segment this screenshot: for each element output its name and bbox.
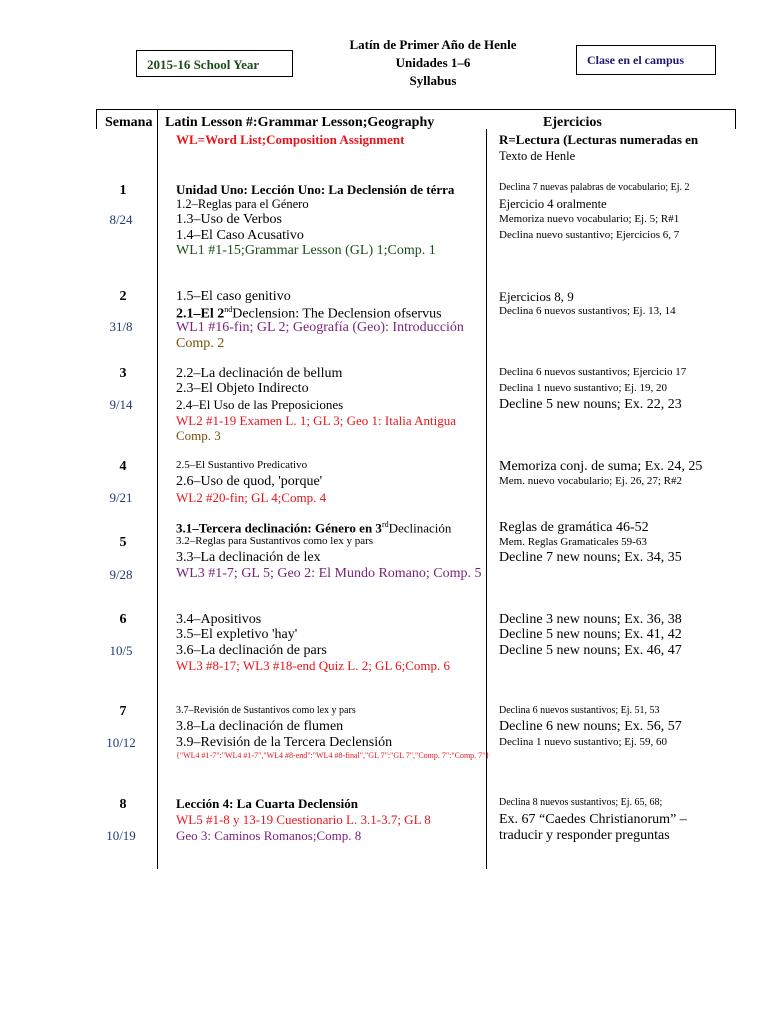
exercise-line: Mem. nuevo vocabulario; Ej. 26, 27; R#2 <box>499 475 682 487</box>
document-subtitle: Unidades 1–6 <box>395 55 471 70</box>
lesson-line: 2.5–El Sustantivo Predicativo <box>176 459 308 471</box>
lesson-line: 3.4–Apositivos <box>176 612 262 627</box>
exercise-line: Decline 5 new nouns; Ex. 41, 42 <box>499 627 682 642</box>
exercises-legend-2: Texto de Henle <box>499 149 576 163</box>
week-date: 8/24 <box>109 212 133 227</box>
week-date: 10/12 <box>106 735 136 750</box>
exercises-legend-1: R=Lectura (Lecturas numeradas en <box>499 132 699 147</box>
exercise-line: Ex. 67 “Caedes Christianorum” – <box>499 812 687 827</box>
lesson-line: 2.4–El Uso de las Preposiciones <box>176 397 344 412</box>
exercise-line: Declina 8 nuevos sustantivos; Ej. 65, 68; <box>499 797 663 808</box>
lesson-line: 1.3–Uso de Verbos <box>176 212 282 227</box>
exercise-line: Declina 1 nuevo sustantivo; Ej. 19, 20 <box>499 382 668 394</box>
assignment-line: WL3 #8-17; WL3 #18-end Quiz L. 2; GL 6;Comp. 6 <box>176 658 451 673</box>
assignment-line: WL5 #1-8 y 13-19 Cuestionario L. 3.1-3.7; GL 8 <box>176 812 431 827</box>
lesson-line: 3.7–Revisión de Sustantivos como lex y pars <box>176 705 356 716</box>
exercise-line: Decline 7 new nouns; Ex. 34, 35 <box>499 550 682 565</box>
exercise-line: Memoriza nuevo vocabulario; Ej. 5; R#1 <box>499 213 680 225</box>
assignment-line: WL3 #1-7; GL 5; Geo 2: El Mundo Romano; Comp. 5 <box>176 566 482 581</box>
week-number: 7 <box>119 704 127 719</box>
exercise-line: Decline 6 new nouns; Ex. 56, 57 <box>499 719 682 734</box>
document-syllabus-label: Syllabus <box>409 73 457 88</box>
exercise-line: Decline 5 new nouns; Ex. 46, 47 <box>499 643 682 658</box>
lesson-line: 3.1–Tercera declinación: Género en 3rdDeclinación <box>176 520 452 536</box>
week-date: 31/8 <box>109 319 133 334</box>
campus-label: Clase en el campus <box>587 53 684 67</box>
week-date: 9/28 <box>109 567 133 582</box>
lesson-line: 3.3–La declinación de lex <box>176 550 321 565</box>
lesson-line: 2.6–Uso de quod, 'porque' <box>176 474 323 489</box>
assignment-line: {"WL4 #1-7":"WL4 #1-7","WL4 #8-end":"WL4 #8-final","GL 7":"GL 7","Comp. 7":"Comp. 7"} <box>176 751 490 760</box>
week-number: 1 <box>119 183 127 198</box>
document-title: Latín de Primer Año de Henle <box>349 37 517 52</box>
week-column-header: Semana <box>105 115 153 130</box>
exercise-line: Mem. Reglas Gramaticales 59-63 <box>499 536 647 548</box>
assignment-line: Comp. 2 <box>176 336 225 351</box>
exercise-line: Decline 3 new nouns; Ex. 36, 38 <box>499 612 682 627</box>
lesson-column-header: Latin Lesson #:Grammar Lesson;Geography <box>165 115 435 130</box>
week-date: 9/21 <box>109 490 133 505</box>
exercise-line: Ejercicios 8, 9 <box>499 289 574 304</box>
exercise-line: Memoriza conj. de suma; Ex. 24, 25 <box>499 459 703 474</box>
week-number: 8 <box>119 797 127 812</box>
exercise-line: Reglas de gramática 46-52 <box>499 520 649 535</box>
lesson-line: 2.3–El Objeto Indirecto <box>176 381 309 396</box>
week-number: 2 <box>119 289 127 304</box>
lesson-line: 1.2–Reglas para el Género <box>176 197 309 211</box>
lesson-line: Unidad Uno: Lección Uno: La Declensión de térra <box>176 182 455 197</box>
lesson-line: 1.4–El Caso Acusativo <box>176 228 304 243</box>
exercise-line: Declina 7 nuevas palabras de vocabulario; Ej. 2 <box>499 182 690 193</box>
week-number: 6 <box>119 612 127 627</box>
exercise-line: traducir y responder preguntas <box>499 828 670 843</box>
exercise-line: Declina 6 nuevos sustantivos; Ej. 13, 14 <box>499 305 676 317</box>
assignment-line: WL1 #16-fin; GL 2; Geografía (Geo): Introducción <box>176 320 464 335</box>
lesson-line: 2.1–El 2ndDeclension: The Declension ofservus <box>176 305 442 322</box>
lesson-line: Lección 4: La Cuarta Declensión <box>176 796 358 811</box>
lesson-legend: WL=Word List;Composition Assignment <box>176 132 405 147</box>
lesson-line: 3.5–El expletivo 'hay' <box>176 627 298 642</box>
week-number: 3 <box>119 366 127 381</box>
assignment-line: WL2 #1-19 Examen L. 1; GL 3; Geo 1: Italia Antigua <box>176 413 457 428</box>
lesson-line: 1.5–El caso genitivo <box>176 289 291 304</box>
exercise-line: Declina 6 nuevos sustantivos; Ej. 51, 53 <box>499 705 660 716</box>
assignment-line: Comp. 3 <box>176 428 221 443</box>
week-number: 4 <box>119 459 127 474</box>
school-year-box <box>136 50 293 77</box>
lesson-line: 2.2–La declinación de bellum <box>176 366 343 381</box>
lesson-line: 3.6–La declinación de pars <box>176 643 327 658</box>
exercise-line: Declina nuevo sustantivo; Ejercicios 6, 7 <box>499 229 680 241</box>
exercise-line: Ejercicio 4 oralmente <box>499 197 607 211</box>
exercise-line: Declina 1 nuevo sustantivo; Ej. 59, 60 <box>499 736 668 748</box>
week-number: 5 <box>119 535 127 550</box>
assignment-line: WL1 #1-15;Grammar Lesson (GL) 1;Comp. 1 <box>176 243 436 258</box>
week-date: 9/14 <box>109 397 133 412</box>
assignment-line: Geo 3: Caminos Romanos;Comp. 8 <box>176 828 362 843</box>
lesson-line: 3.9–Revisión de la Tercera Declensión <box>176 735 393 750</box>
lesson-line: 3.8–La declinación de flumen <box>176 719 344 734</box>
campus-box <box>576 45 716 75</box>
week-date: 10/19 <box>106 828 136 843</box>
column-divider-left <box>157 109 158 869</box>
week-date: 10/5 <box>109 643 133 658</box>
exercise-line: Decline 5 new nouns; Ex. 22, 23 <box>499 397 682 412</box>
exercise-line: Declina 6 nuevos sustantivos; Ejercicio 17 <box>499 366 687 378</box>
school-year-label: 2015-16 School Year <box>147 57 260 72</box>
assignment-line: WL2 #20-fin; GL 4;Comp. 4 <box>176 490 327 505</box>
lesson-line: 3.2–Reglas para Sustantivos como lex y pars <box>176 535 374 547</box>
exercises-column-header: Ejercicios <box>543 115 602 130</box>
